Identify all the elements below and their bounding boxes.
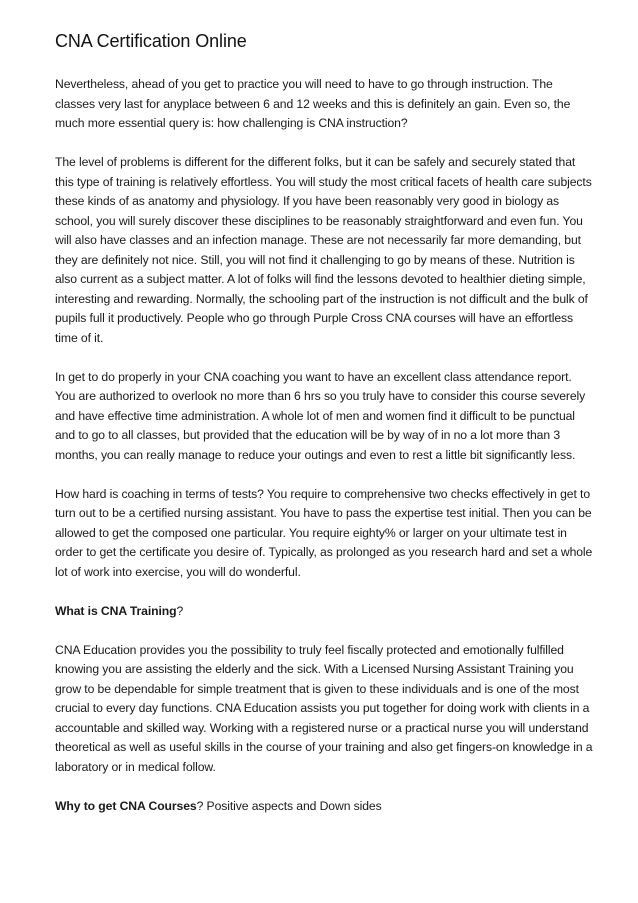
paragraph-3: In get to do properly in your CNA coaching you want to have an excellent class attendance report. You are authorized to overlook no more than 6 hrs so you truly have to consider this course severely and have effective time administration. A whole lot of men and women find it difficult to be punctual and to go to all classes, but provided that the education will be by way of in no a lot more than 3 months, you can really manage to reduce your outings and even to rest a little bit significantly less. [55, 369, 586, 462]
section-heading-what-is-cna [55, 602, 595, 622]
section-heading-rest: ? Positive aspects and Down sides [196, 798, 382, 813]
paragraph-4: How hard is coaching in terms of tests? You require to comprehensive two checks effectively in get to turn out to be a certified nursing assistant. You have to pass the expertise test initial. Then you can be allowed to get the composed one particular. You require eighty% or larger on your ultimate test in order to get the certificate you desire of. Typically, as prolonged as you research hard and set a whole lot of work into exercise, you will do wonderful. [55, 486, 593, 579]
section-heading-bold: Why to get CNA Courses [55, 798, 197, 813]
section-heading-why-cna-courses [55, 797, 595, 817]
paragraph-2: The level of problems is different for the different folks, but it can be safely and securely stated that this type of training is relatively effortless. You will study the most critical facets of health care subjects these kinds of as anatomy and physiology. If you have been reasonably very good in biology as school, you will surely discover these disciplines to be reasonably straightforward and even fun. You will also have classes and an infection manage. These are not necessarily far more demanding, but they are definitely not nice. Still, you will not find it challenging to go by means of these. Nutrition is also current as a subject matter. A lot of folks will find the lessons devoted to healthier dieting simple, interesting and rewarding. Normally, the schooling part of the instruction is not difficult and the bulk of pupils full it productively. People who go through Purple Cross CNA courses will have an effortless time of it. [55, 155, 592, 345]
paragraph-5: CNA Education provides you the possibility to truly feel fiscally protected and emotionally fulfilled knowing you are assisting the elderly and the sick. With a Licensed Nursing Assistant Training you grow to be dependable for simple treatment that is given to these individuals and is one of the most crucial to every day functions. CNA Education assists you put together for doing work with clients in a accountable and skilled way. Working with a registered nurse or a practical nurse you will understand theoretical as well as useful skills in the course of your training and also get fingers-on knowledge in a laboratory or in medical follow. [55, 642, 593, 774]
document-title: CNA Certification Online [55, 31, 247, 51]
document-page [55, 30, 595, 836]
section-heading-bold: What is CNA Training [55, 603, 177, 618]
section-heading-rest: ? [176, 603, 184, 618]
paragraph-1: Nevertheless, ahead of you get to practice you will need to have to go through instruction. The classes very last for anyplace between 6 and 12 weeks and this is definitely an gain. Even so, the much more essential query is: how challenging is CNA instruction? [55, 77, 571, 130]
